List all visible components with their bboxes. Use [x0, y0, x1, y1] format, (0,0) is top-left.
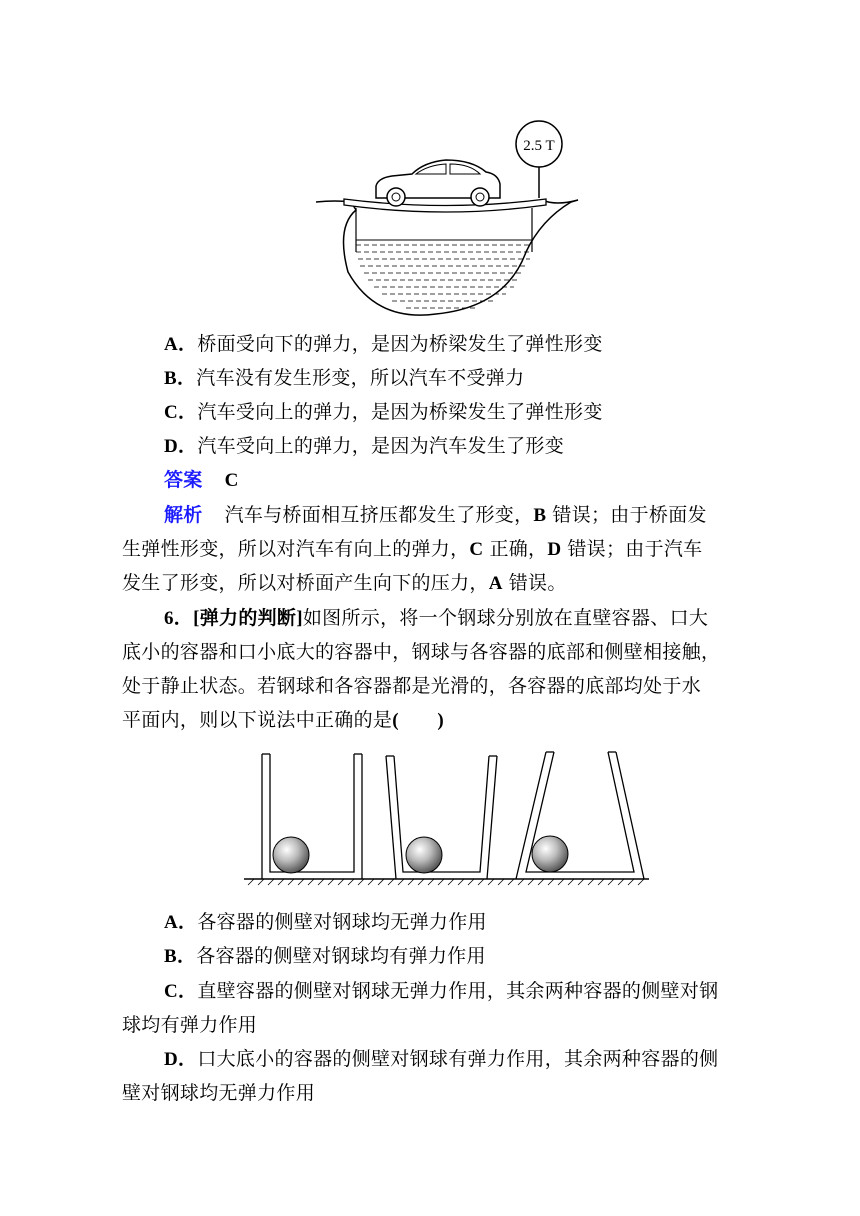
- analysis-letter: B: [533, 505, 547, 526]
- containers-figure: [234, 744, 654, 894]
- question-text: 底小的容器和口小底大的容器中，钢球与各容器的底部和侧壁相接触，: [122, 641, 721, 663]
- answer-blank: ( ): [392, 710, 445, 731]
- option-letter: C．: [164, 402, 198, 423]
- analysis-line-2: [122, 537, 702, 562]
- analysis-text: 正确，: [489, 538, 548, 560]
- question-text: 平面内，则以下说法中正确的是: [122, 709, 393, 731]
- bridge-car-figure: [296, 102, 596, 332]
- question-number: 6．: [164, 608, 194, 629]
- option-text: 直壁容器的侧壁对钢球无弹力作用，其余两种容器的侧壁对钢: [197, 980, 719, 1002]
- question-text: 如图所示，将一个钢球分别放在直壁容器、口大: [302, 607, 709, 629]
- car: [376, 160, 500, 206]
- option-text: 球均有弹力作用: [122, 1014, 258, 1036]
- question-tag: [弹力的判断]: [193, 608, 303, 629]
- steel-ball: [273, 837, 309, 873]
- q6-line-2: [122, 640, 720, 664]
- q5-option-d: [164, 434, 564, 459]
- analysis-line-1: [164, 503, 707, 528]
- analysis-text: 错误；由于汽车: [567, 538, 703, 560]
- option-text: 汽车受向上的弹力，是因为桥梁发生了弹性形变: [197, 401, 603, 423]
- question-text: 处于静止状态。若钢球和各容器都是光滑的，各容器的底部均处于水: [122, 675, 702, 697]
- option-letter: B．: [164, 946, 197, 967]
- analysis-line-3: [122, 571, 567, 596]
- water-hatching: [356, 245, 532, 308]
- ground-hatching: [248, 879, 644, 885]
- option-text: 桥面受向下的弹力，是因为桥梁发生了弹性形变: [197, 333, 603, 355]
- option-letter: B．: [164, 368, 197, 389]
- q6-option-d-cont: [122, 1081, 315, 1105]
- answer-label: 答案: [164, 469, 203, 491]
- analysis-letter: A: [488, 573, 503, 594]
- option-text: 壁对钢球均无弹力作用: [122, 1082, 316, 1104]
- q5-option-b: [164, 366, 524, 391]
- option-text: 汽车受向上的弹力，是因为汽车发生了形变: [197, 435, 565, 457]
- q6-line-4: [122, 708, 444, 733]
- option-letter: A．: [164, 912, 198, 933]
- q6-option-c-cont: [122, 1013, 257, 1037]
- analysis-text: 错误；由于桥面发: [552, 504, 707, 526]
- analysis-text: 发生了形变，所以对桥面产生向下的压力，: [122, 572, 489, 594]
- option-letter: C．: [164, 981, 198, 1002]
- q6-line-1: [164, 606, 708, 631]
- q6-option-a: [164, 910, 487, 935]
- analysis-label: 解析: [164, 504, 203, 526]
- analysis-letter: D: [547, 539, 562, 560]
- q5-option-c: [164, 400, 603, 425]
- analysis-text: 错误。: [508, 572, 567, 594]
- answer-line: [164, 468, 239, 493]
- answer-value: C: [224, 470, 239, 491]
- option-letter: D．: [164, 1049, 198, 1070]
- option-letter: A．: [164, 334, 198, 355]
- q6-option-b: [164, 944, 486, 969]
- option-letter: D．: [164, 436, 198, 457]
- q6-option-c: [164, 979, 718, 1004]
- q6-option-d: [164, 1047, 718, 1072]
- valley-outline: [316, 200, 578, 315]
- steel-ball: [532, 836, 568, 872]
- q5-option-a: [164, 332, 603, 357]
- option-text: 各容器的侧壁对钢球均有弹力作用: [196, 945, 486, 967]
- steel-ball: [406, 837, 442, 873]
- analysis-text: 汽车与桥面相互挤压都发生了形变，: [224, 504, 534, 526]
- analysis-text: 生弹性形变，所以对汽车有向上的弹力，: [122, 538, 470, 560]
- bridge-deck: [344, 199, 546, 212]
- option-text: 各容器的侧壁对钢球均无弹力作用: [197, 911, 487, 933]
- option-text: 汽车没有发生形变，所以汽车不受弹力: [196, 367, 525, 389]
- analysis-letter: C: [469, 539, 484, 560]
- option-text: 口大底小的容器的侧壁对钢球有弹力作用，其余两种容器的侧: [197, 1048, 719, 1070]
- q6-line-3: [122, 674, 701, 698]
- load-limit-label: 2.5 T: [523, 138, 555, 154]
